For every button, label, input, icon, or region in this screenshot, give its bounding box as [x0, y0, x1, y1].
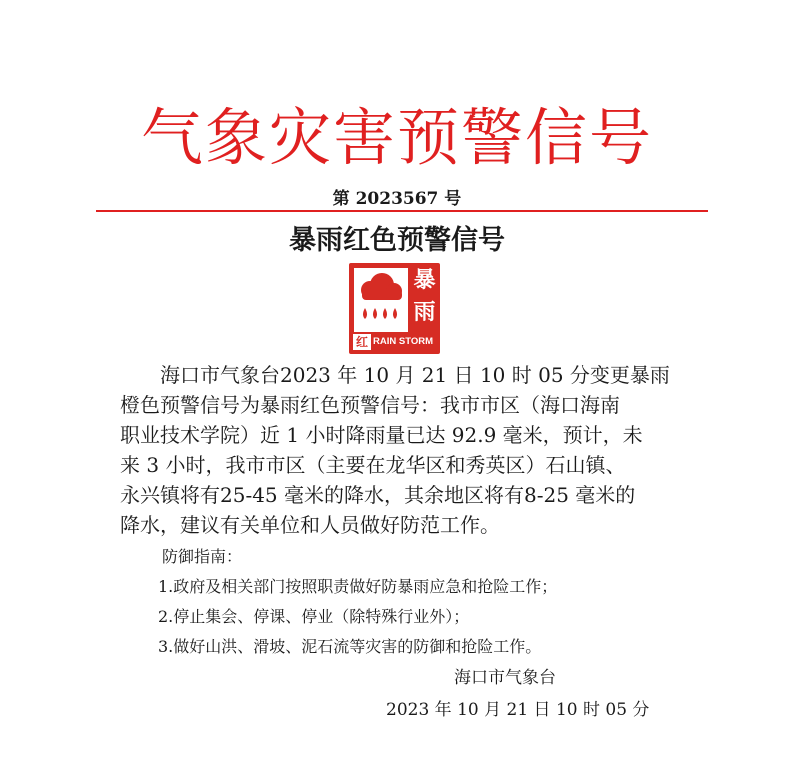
- rain-cloud-icon: [354, 268, 408, 332]
- issue-number: 第 2023567 号: [332, 189, 462, 209]
- icon-level-label: 红: [353, 334, 371, 350]
- guidance-item: 2.停止集会、停课、停业（除特殊行业外）；: [158, 607, 470, 626]
- signal-title: 暴雨红色预警信号: [289, 225, 505, 256]
- warning-body: [120, 360, 680, 540]
- body-line: 来 3 小时，我市市区（主要在龙华区和秀英区）石山镇、: [120, 453, 626, 477]
- issue-time: 2023 年 10 月 21 日 10 时 05 分: [386, 700, 650, 720]
- document-title: 气象灾害预警信号: [140, 101, 653, 174]
- guidance-heading: 防御指南：: [162, 547, 243, 566]
- body-line: 橙色预警信号为暴雨红色预警信号：我市市区（海口海南: [120, 393, 620, 417]
- icon-glyph-bottom: 雨: [413, 300, 436, 325]
- body-line: 降水，建议有关单位和人员做好防范工作。: [120, 513, 500, 537]
- rainstorm-red-warning-icon: [349, 263, 440, 354]
- guidance-item: 3.做好山洪、滑坡、泥石流等灾害的防御和抢险工作。: [158, 637, 542, 656]
- icon-caption: RAIN STORM: [373, 336, 433, 347]
- icon-glyph-top: 暴: [413, 268, 436, 293]
- guidance-item: 1.政府及相关部门按照职责做好防暴雨应急和抢险工作；: [158, 577, 558, 596]
- body-line: 永兴镇将有25-45 毫米的降水，其余地区将有8-25 毫米的: [120, 483, 636, 507]
- body-line: 职业技术学院）近 1 小时降雨量已达 92.9 毫米，预计，未: [120, 423, 643, 447]
- header-divider: [96, 210, 708, 212]
- body-line: 海口市气象台2023 年 10 月 21 日 10 时 05 分变更暴雨: [160, 363, 670, 387]
- issuer-name: 海口市气象台: [454, 668, 556, 688]
